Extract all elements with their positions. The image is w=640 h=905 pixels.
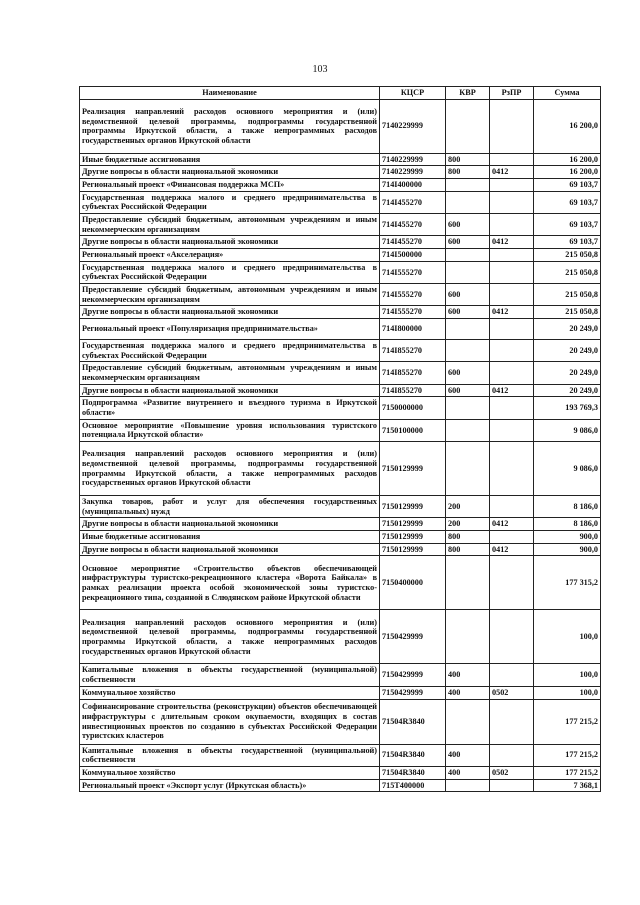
cell-rzpr: 0412	[490, 306, 534, 319]
cell-kvr: 400	[446, 766, 490, 779]
cell-ksr: 7150429999	[380, 664, 446, 686]
cell-sum: 20 249,0	[534, 362, 601, 384]
cell-rzpr	[490, 249, 534, 262]
cell-name: Другие вопросы в области национальной экономики	[80, 543, 380, 556]
cell-name: Государственная поддержка малого и среднего предпринимательства в субъектах Российской Федерации	[80, 261, 380, 283]
cell-name: Капитальные вложения в объекты государственной (муниципальной) собственности	[80, 744, 380, 766]
cell-kvr	[446, 610, 490, 664]
cell-sum: 7 368,1	[534, 779, 601, 792]
cell-kvr: 200	[446, 518, 490, 531]
cell-ksr: 71504R3840	[380, 744, 446, 766]
cell-ksr: 7150100000	[380, 419, 446, 441]
cell-ksr: 714I855270	[380, 384, 446, 397]
table-row	[80, 397, 601, 419]
cell-kvr: 400	[446, 664, 490, 686]
cell-kvr	[446, 249, 490, 262]
cell-name: Другие вопросы в области национальной экономики	[80, 518, 380, 531]
table-row	[80, 744, 601, 766]
cell-rzpr: 0412	[490, 543, 534, 556]
cell-name: Реализация направлений расходов основного мероприятия и (или) ведомственной целевой программы, подпрограммы государственной программы Иркутской области, а также непрограммных расходов государственных органов Иркутской области	[80, 610, 380, 664]
cell-ksr: 71504R3840	[380, 766, 446, 779]
table-row	[80, 442, 601, 496]
cell-kvr: 600	[446, 306, 490, 319]
cell-kvr	[446, 779, 490, 792]
cell-rzpr	[490, 179, 534, 192]
cell-sum: 215 050,8	[534, 261, 601, 283]
cell-kvr: 600	[446, 384, 490, 397]
table-row	[80, 686, 601, 699]
cell-ksr: 714I800000	[380, 319, 446, 340]
cell-kvr: 600	[446, 362, 490, 384]
table-row	[80, 249, 601, 262]
cell-sum: 69 103,7	[534, 236, 601, 249]
header-kvr: КВР	[446, 87, 490, 100]
cell-rzpr	[490, 362, 534, 384]
cell-sum: 177 215,2	[534, 766, 601, 779]
budget-table	[79, 86, 601, 792]
cell-kvr	[446, 556, 490, 610]
table-header-row	[80, 87, 601, 100]
cell-name: Иные бюджетные ассигнования	[80, 531, 380, 544]
cell-name: Региональный проект «Финансовая поддержка МСП»	[80, 179, 380, 192]
cell-sum: 177 315,2	[534, 556, 601, 610]
cell-rzpr	[490, 531, 534, 544]
cell-rzpr	[490, 664, 534, 686]
cell-rzpr	[490, 744, 534, 766]
cell-kvr: 800	[446, 543, 490, 556]
cell-ksr: 714I555270	[380, 306, 446, 319]
page-number: 103	[312, 64, 328, 75]
cell-kvr	[446, 419, 490, 441]
cell-ksr: 7150129999	[380, 442, 446, 496]
cell-rzpr	[490, 779, 534, 792]
header-rzpr: РзПР	[490, 87, 534, 100]
table-row	[80, 191, 601, 213]
cell-rzpr	[490, 284, 534, 306]
cell-name: Предоставление субсидий бюджетным, автономным учреждениям и иным некоммерческим организациям	[80, 214, 380, 236]
cell-rzpr	[490, 340, 534, 362]
cell-rzpr	[490, 99, 534, 153]
cell-ksr: 714I455270	[380, 191, 446, 213]
cell-kvr: 600	[446, 236, 490, 249]
cell-sum: 177 215,2	[534, 744, 601, 766]
cell-sum: 8 186,0	[534, 496, 601, 518]
cell-kvr: 800	[446, 166, 490, 179]
cell-ksr: 7150000000	[380, 397, 446, 419]
cell-sum: 20 249,0	[534, 340, 601, 362]
table-row	[80, 610, 601, 664]
cell-rzpr	[490, 496, 534, 518]
table-row	[80, 766, 601, 779]
cell-name: Реализация направлений расходов основного мероприятия и (или) ведомственной целевой программы, подпрограммы государственной программы Иркутской области, а также непрограммных расходов государственных органов Иркутской области	[80, 99, 380, 153]
cell-ksr: 7140229999	[380, 99, 446, 153]
cell-sum: 9 086,0	[534, 419, 601, 441]
cell-sum: 16 200,0	[534, 166, 601, 179]
table-row	[80, 531, 601, 544]
cell-ksr: 7150129999	[380, 543, 446, 556]
cell-ksr: 714I500000	[380, 249, 446, 262]
cell-rzpr: 0502	[490, 686, 534, 699]
cell-kvr: 400	[446, 744, 490, 766]
cell-ksr: 7150429999	[380, 610, 446, 664]
table-row	[80, 179, 601, 192]
cell-name: Другие вопросы в области национальной экономики	[80, 236, 380, 249]
table-row	[80, 214, 601, 236]
cell-sum: 100,0	[534, 610, 601, 664]
table-row	[80, 306, 601, 319]
cell-rzpr	[490, 610, 534, 664]
cell-ksr: 714I855270	[380, 340, 446, 362]
cell-name: Региональный проект «Акселерация»	[80, 249, 380, 262]
cell-rzpr: 0412	[490, 236, 534, 249]
table-row	[80, 556, 601, 610]
table-row	[80, 340, 601, 362]
cell-ksr: 7150129999	[380, 496, 446, 518]
cell-ksr: 71504R3840	[380, 699, 446, 744]
cell-name: Предоставление субсидий бюджетным, автономным учреждениям и иным некоммерческим организациям	[80, 284, 380, 306]
cell-name: Региональный проект «Экспорт услуг (Иркутская область)»	[80, 779, 380, 792]
cell-sum: 215 050,8	[534, 284, 601, 306]
cell-rzpr	[490, 153, 534, 166]
cell-name: Государственная поддержка малого и среднего предпринимательства в субъектах Российской Федерации	[80, 191, 380, 213]
cell-sum: 20 249,0	[534, 319, 601, 340]
cell-sum: 9 086,0	[534, 442, 601, 496]
table-row	[80, 236, 601, 249]
cell-kvr	[446, 340, 490, 362]
cell-kvr	[446, 397, 490, 419]
header-name: Наименование	[80, 87, 380, 100]
cell-sum: 215 050,8	[534, 249, 601, 262]
cell-kvr	[446, 699, 490, 744]
cell-rzpr	[490, 261, 534, 283]
cell-ksr: 7140229999	[380, 166, 446, 179]
cell-ksr: 7150129999	[380, 531, 446, 544]
table-row	[80, 284, 601, 306]
cell-name: Основное мероприятие «Строительство объектов обеспечивающей инфраструктуры туристско-рекреационного кластера «Ворота Байкала» в рамках реализации проекта особой экономической зоны туристско-рекреационного типа, созданной в Слюдянском районе Иркутской области	[80, 556, 380, 610]
cell-ksr: 714I855270	[380, 362, 446, 384]
cell-kvr	[446, 99, 490, 153]
cell-rzpr	[490, 419, 534, 441]
cell-name: Коммунальное хозяйство	[80, 686, 380, 699]
cell-sum: 69 103,7	[534, 214, 601, 236]
cell-kvr	[446, 442, 490, 496]
cell-kvr: 800	[446, 531, 490, 544]
cell-rzpr: 0412	[490, 384, 534, 397]
cell-sum: 177 215,2	[534, 699, 601, 744]
cell-name: Реализация направлений расходов основного мероприятия и (или) ведомственной целевой программы, подпрограммы государственной программы Иркутской области, а также непрограммных расходов государственных органов Иркутской области	[80, 442, 380, 496]
cell-rzpr	[490, 214, 534, 236]
cell-kvr: 600	[446, 284, 490, 306]
cell-sum: 69 103,7	[534, 191, 601, 213]
cell-kvr	[446, 191, 490, 213]
cell-rzpr	[490, 556, 534, 610]
cell-ksr: 714I555270	[380, 261, 446, 283]
cell-ksr: 7150400000	[380, 556, 446, 610]
cell-rzpr: 0502	[490, 766, 534, 779]
table-row	[80, 419, 601, 441]
table-row	[80, 319, 601, 340]
cell-kvr	[446, 179, 490, 192]
cell-sum: 215 050,8	[534, 306, 601, 319]
cell-ksr: 715T400000	[380, 779, 446, 792]
cell-rzpr: 0412	[490, 518, 534, 531]
cell-name: Предоставление субсидий бюджетным, автономным учреждениям и иным некоммерческим организациям	[80, 362, 380, 384]
cell-name: Другие вопросы в области национальной экономики	[80, 306, 380, 319]
header-ksr: КЦСР	[380, 87, 446, 100]
cell-name: Подпрограмма «Развитие внутреннего и въездного туризма в Иркутской области»	[80, 397, 380, 419]
cell-name: Иные бюджетные ассигнования	[80, 153, 380, 166]
table-row	[80, 543, 601, 556]
cell-name: Другие вопросы в области национальной экономики	[80, 166, 380, 179]
cell-ksr: 714I455270	[380, 214, 446, 236]
cell-name: Капитальные вложения в объекты государственной (муниципальной) собственности	[80, 664, 380, 686]
cell-sum: 16 200,0	[534, 153, 601, 166]
table-body	[80, 99, 601, 792]
cell-sum: 900,0	[534, 531, 601, 544]
cell-rzpr	[490, 191, 534, 213]
cell-kvr: 400	[446, 686, 490, 699]
cell-sum: 193 769,3	[534, 397, 601, 419]
cell-sum: 100,0	[534, 664, 601, 686]
cell-kvr: 600	[446, 214, 490, 236]
cell-name: Софинансирование строительства (реконструкции) объектов обеспечивающей инфраструктуры с длительным сроком окупаемости, входящих в состав инвестиционных проектов по созданию в субъектах Российской Федерации туристских кластеров	[80, 699, 380, 744]
table-row	[80, 496, 601, 518]
cell-sum: 900,0	[534, 543, 601, 556]
table-row	[80, 518, 601, 531]
cell-rzpr	[490, 699, 534, 744]
cell-name: Региональный проект «Популяризация предпринимательства»	[80, 319, 380, 340]
cell-sum: 8 186,0	[534, 518, 601, 531]
table-row	[80, 261, 601, 283]
cell-ksr: 714I555270	[380, 284, 446, 306]
table-row	[80, 384, 601, 397]
cell-kvr: 800	[446, 153, 490, 166]
cell-rzpr	[490, 397, 534, 419]
table-row	[80, 664, 601, 686]
cell-kvr	[446, 319, 490, 340]
table-row	[80, 779, 601, 792]
cell-name: Государственная поддержка малого и среднего предпринимательства в субъектах Российской Федерации	[80, 340, 380, 362]
cell-ksr: 7140229999	[380, 153, 446, 166]
cell-name: Другие вопросы в области национальной экономики	[80, 384, 380, 397]
cell-sum: 69 103,7	[534, 179, 601, 192]
cell-ksr: 714I455270	[380, 236, 446, 249]
table-row	[80, 153, 601, 166]
table-row	[80, 699, 601, 744]
cell-rzpr	[490, 442, 534, 496]
cell-sum: 20 249,0	[534, 384, 601, 397]
cell-name: Закупка товаров, работ и услуг для обеспечения государственных (муниципальных) нужд	[80, 496, 380, 518]
cell-kvr: 200	[446, 496, 490, 518]
cell-name: Коммунальное хозяйство	[80, 766, 380, 779]
cell-name: Основное мероприятие «Повышение уровня использования туристского потенциала Иркутской области»	[80, 419, 380, 441]
cell-ksr: 714I400000	[380, 179, 446, 192]
table-row	[80, 362, 601, 384]
cell-rzpr: 0412	[490, 166, 534, 179]
cell-sum: 100,0	[534, 686, 601, 699]
cell-kvr	[446, 261, 490, 283]
table-row	[80, 166, 601, 179]
header-sum: Сумма	[534, 87, 601, 100]
cell-rzpr	[490, 319, 534, 340]
cell-ksr: 7150429999	[380, 686, 446, 699]
cell-ksr: 7150129999	[380, 518, 446, 531]
table-row	[80, 99, 601, 153]
cell-sum: 16 200,0	[534, 99, 601, 153]
